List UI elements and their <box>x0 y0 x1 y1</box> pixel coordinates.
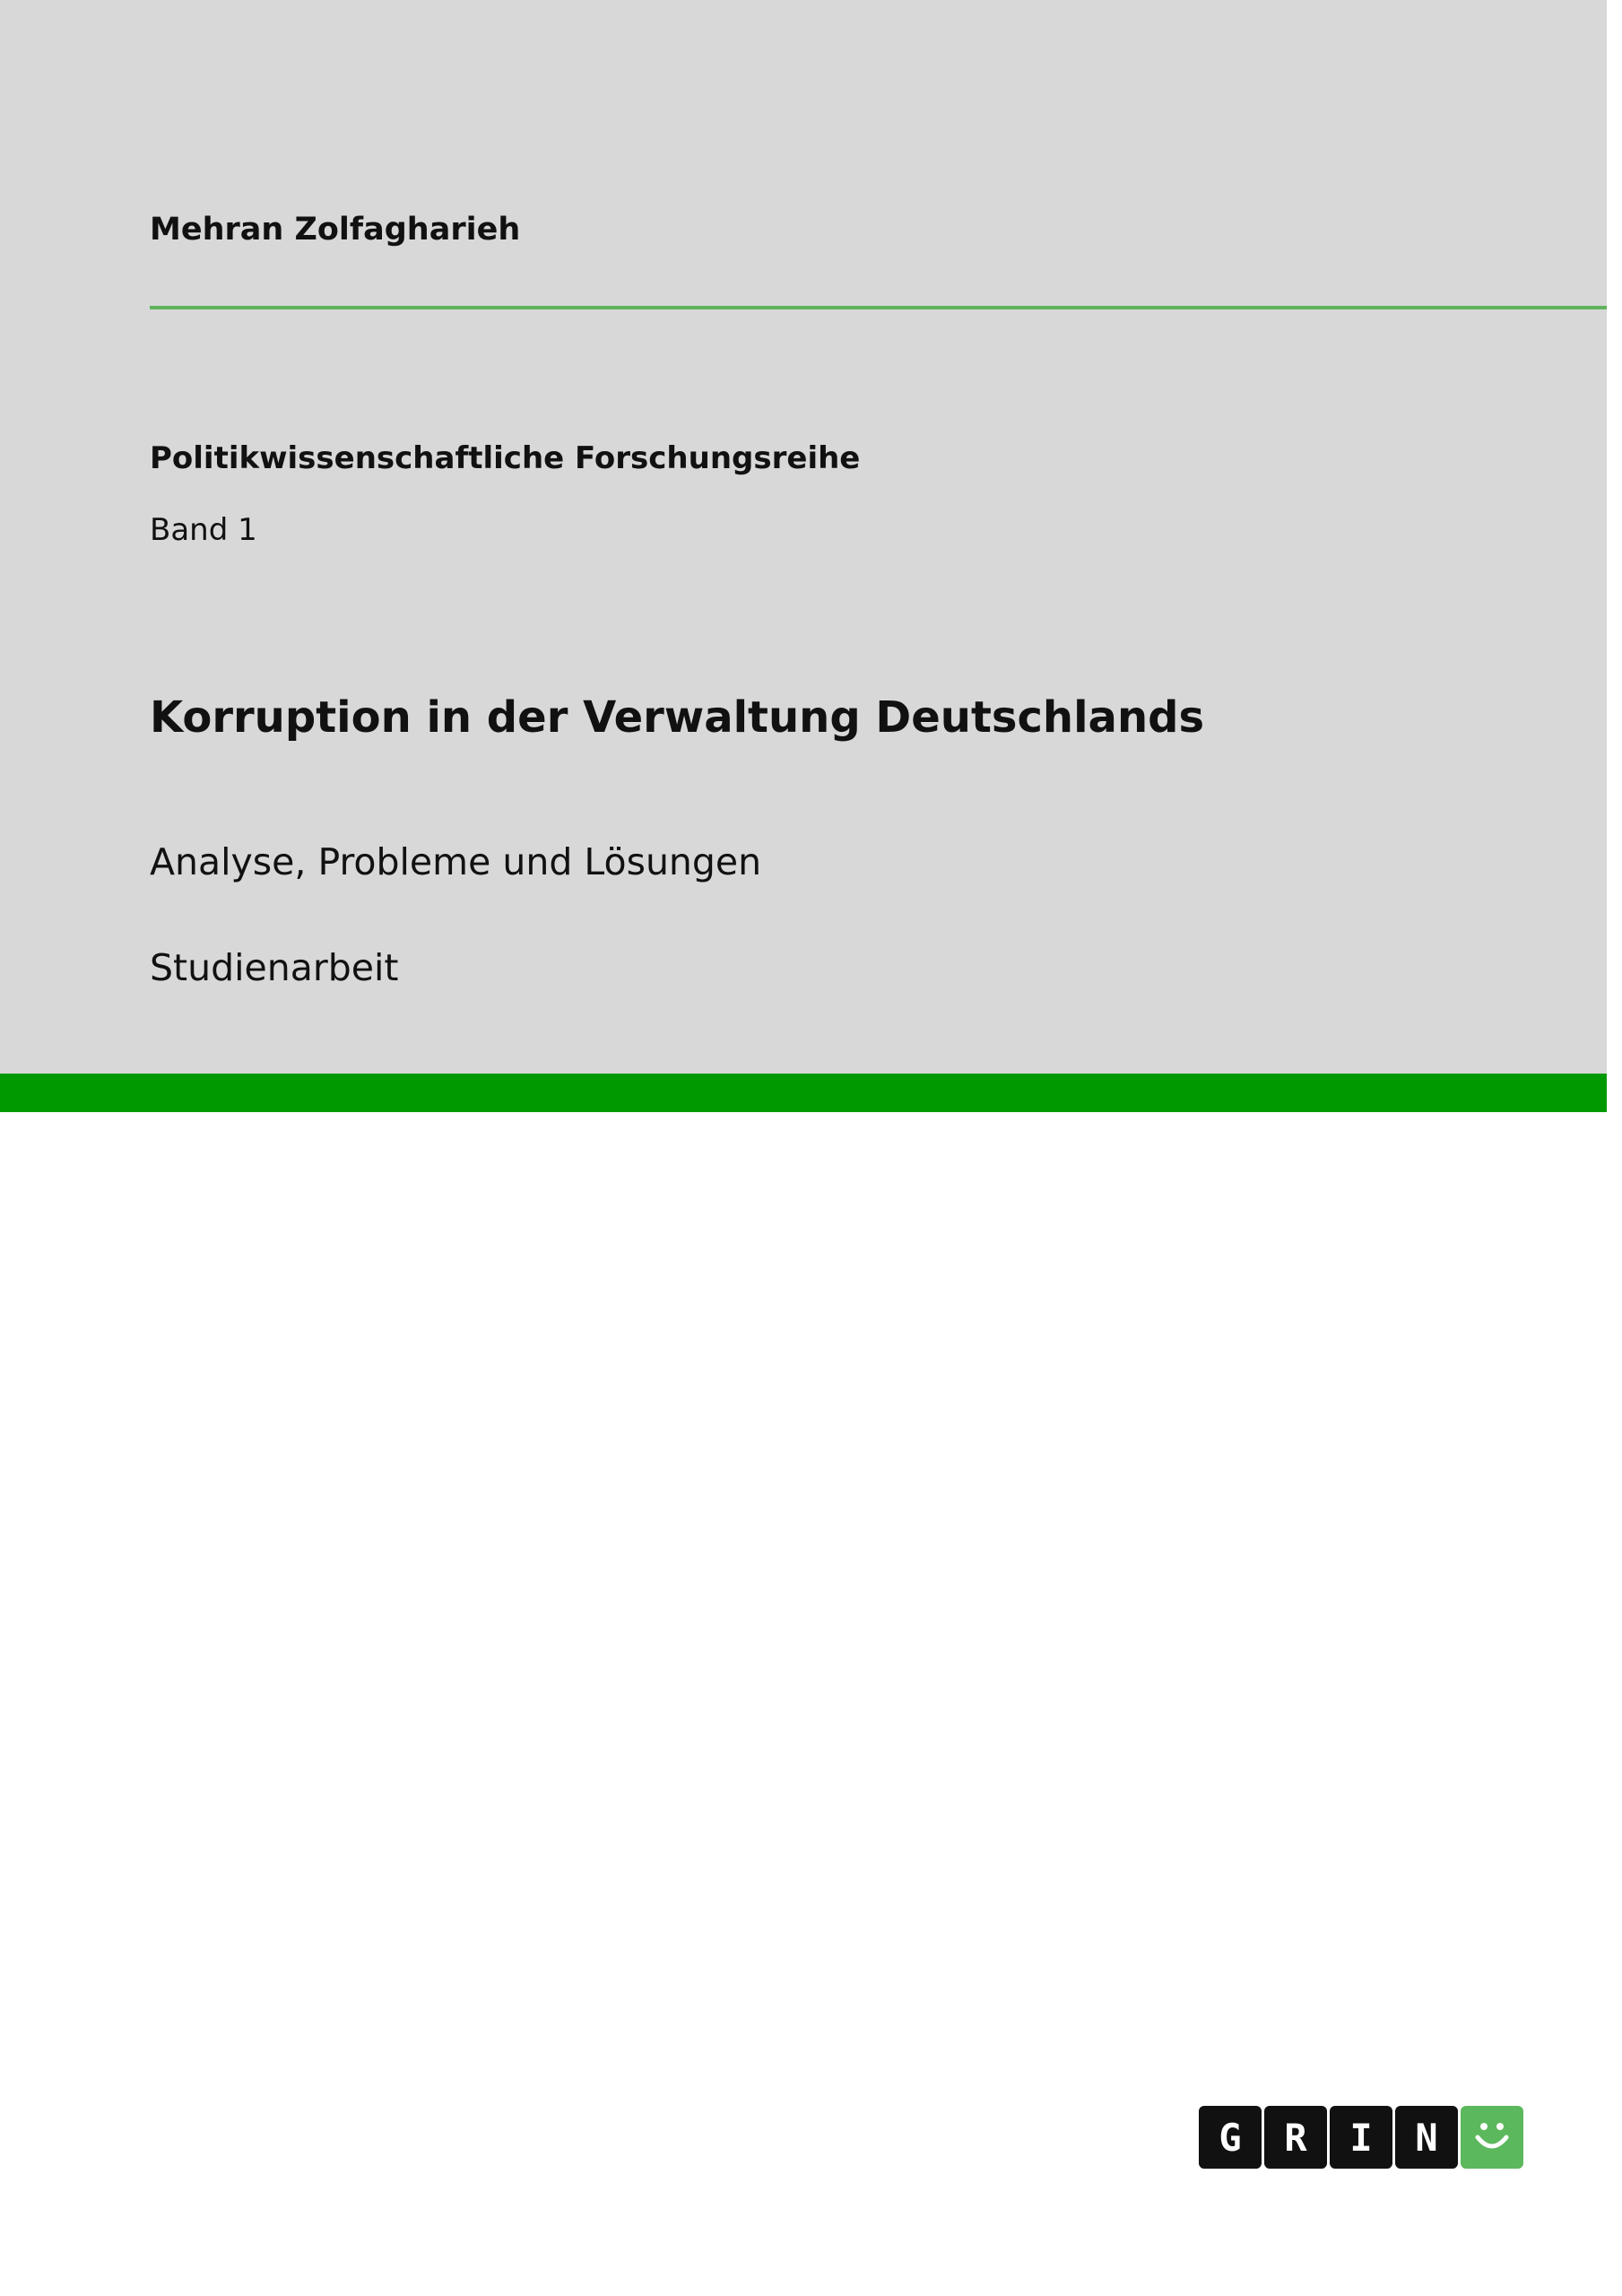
series-title: Politikwissenschaftliche Forschungsreihe <box>150 440 861 476</box>
document-type: Studienarbeit <box>150 946 399 989</box>
book-title: Korruption in der Verwaltung Deutschlands <box>150 692 1205 743</box>
green-band <box>0 1074 1607 1112</box>
book-subtitle: Analyse, Probleme und Lösungen <box>150 840 762 883</box>
cover-header-panel <box>0 0 1607 1074</box>
logo-letter-r: R <box>1264 2106 1327 2169</box>
logo-letter-n: N <box>1395 2106 1458 2169</box>
logo-letter-i: I <box>1330 2106 1392 2169</box>
logo-letter-g: G <box>1199 2106 1262 2169</box>
grin-logo <box>1199 2106 1523 2169</box>
volume-number: Band 1 <box>150 512 257 548</box>
smiley-icon <box>1461 2106 1523 2169</box>
author-divider <box>150 306 1607 309</box>
author-name: Mehran Zolfagharieh <box>150 212 521 248</box>
